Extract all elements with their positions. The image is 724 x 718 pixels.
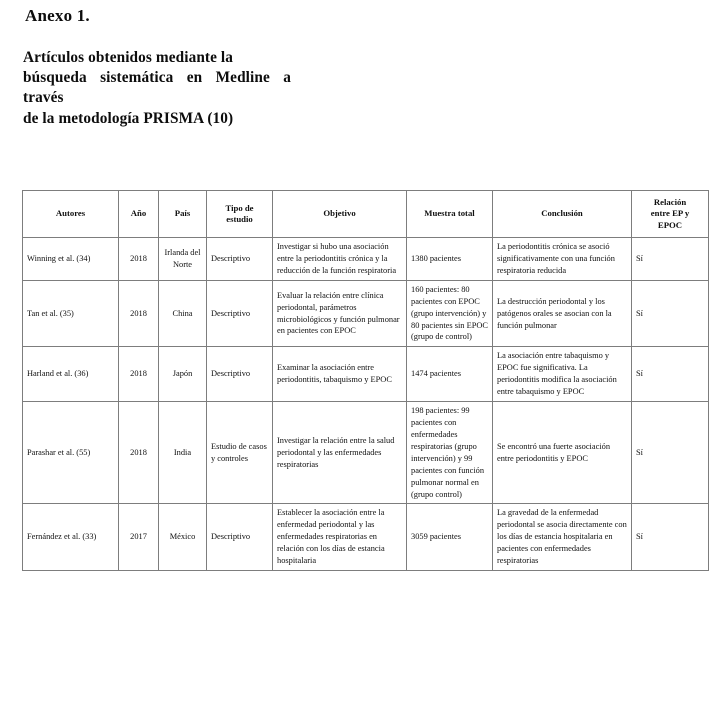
cell-anio: 2018 [119,402,159,504]
cell-conclusion: La periodontitis crónica se asoció significativamente con una función respiratoria reducida [493,238,632,281]
cell-autores: Parashar et al. (55) [23,402,119,504]
prisma-results-table-container [22,190,708,571]
cell-objetivo: Investigar la relación entre la salud periodontal y las enfermedades respiratorias [273,402,407,504]
cell-anio: 2018 [119,238,159,281]
cell-anio: 2018 [119,347,159,402]
cell-relacion: Sí [632,238,709,281]
cell-pais: Japón [159,347,207,402]
cell-muestra-total: 3059 pacientes [407,504,493,571]
cell-relacion: Sí [632,347,709,402]
column-header-autores: Autores [23,191,119,238]
table-row [23,280,709,347]
cell-tipo-estudio: Descriptivo [207,504,273,571]
annex-label: Anexo 1. [25,6,90,25]
column-header-muestra-total: Muestra total [407,191,493,238]
column-header-conclusion: Conclusión [493,191,632,238]
column-header-relacion-line-3: EPOC [657,219,683,230]
cell-tipo-estudio: Descriptivo [207,238,273,281]
cell-relacion: Sí [632,402,709,504]
cell-objetivo: Establecer la asociación entre la enfermedad periodontal y las enfermedades respiratorias en relación con los días de estancia hospitalaria [273,504,407,571]
cell-relacion: Sí [632,504,709,571]
column-header-tipo-estudio-line-1: Tipo de [225,202,254,213]
column-header-objetivo: Objetivo [273,191,407,238]
cell-relacion: Sí [632,280,709,347]
document-subtitle [23,48,291,129]
cell-autores: Tan et al. (35) [23,280,119,347]
table-row [23,402,709,504]
cell-conclusion: Se encontró una fuerte asociación entre periodontitis y EPOC [493,402,632,504]
cell-autores: Fernández et al. (33) [23,504,119,571]
cell-muestra-total: 198 pacientes: 99 pacientes con enfermedades respiratorias (grupo intervención) y 99 pacientes con función pulmonar normal en (grupo control) [407,402,493,504]
column-header-pais: País [159,191,207,238]
cell-pais: China [159,280,207,347]
column-header-relacion-line-2: entre EP y [650,208,690,219]
column-header-tipo-estudio-line-2: estudio [226,214,253,224]
cell-pais: India [159,402,207,504]
column-header-relacion-line-1: Relación [653,197,687,208]
cell-anio: 2017 [119,504,159,571]
prisma-results-table [22,190,709,571]
cell-anio: 2018 [119,280,159,347]
cell-autores: Winning et al. (34) [23,238,119,281]
table-header-row [23,191,709,238]
cell-autores: Harland et al. (36) [23,347,119,402]
cell-muestra-total: 1474 pacientes [407,347,493,402]
subtitle-line-2: búsqueda sistemática en Medline a través [23,69,291,107]
column-header-relacion-ep-epoc [632,191,709,238]
subtitle-line-3: de la metodología PRISMA (10) [23,109,234,127]
table-row [23,238,709,281]
cell-conclusion: La gravedad de la enfermedad periodontal se asocia directamente con los días de estancia hospitalaria en pacientes con enfermedades respiratorias [493,504,632,571]
cell-pais: Irlanda del Norte [159,238,207,281]
cell-muestra-total: 160 pacientes: 80 pacientes con EPOC (grupo intervención) y 80 pacientes sin EPOC (grupo de control) [407,280,493,347]
column-header-anio: Año [119,191,159,238]
cell-tipo-estudio: Descriptivo [207,347,273,402]
cell-objetivo: Examinar la asociación entre periodontitis, tabaquismo y EPOC [273,347,407,402]
cell-conclusion: La destrucción periodontal y los patógenos orales se asocian con la función pulmonar [493,280,632,347]
table-row [23,347,709,402]
subtitle-line-1: Artículos obtenidos mediante la [23,49,234,66]
cell-objetivo: Investigar si hubo una asociación entre la periodontitis crónica y la reducción de la función respiratoria [273,238,407,281]
column-header-tipo-estudio [207,191,273,238]
cell-pais: México [159,504,207,571]
cell-objetivo: Evaluar la relación entre clínica periodontal, parámetros microbiológicos y función pulmonar en pacientes con EPOC [273,280,407,347]
table-row [23,504,709,571]
cell-conclusion: La asociación entre tabaquismo y EPOC fue significativa. La periodontitis modifica la asociación entre tabaquismo y EPOC [493,347,632,402]
cell-tipo-estudio: Descriptivo [207,280,273,347]
cell-tipo-estudio: Estudio de casos y controles [207,402,273,504]
cell-muestra-total: 1380 pacientes [407,238,493,281]
